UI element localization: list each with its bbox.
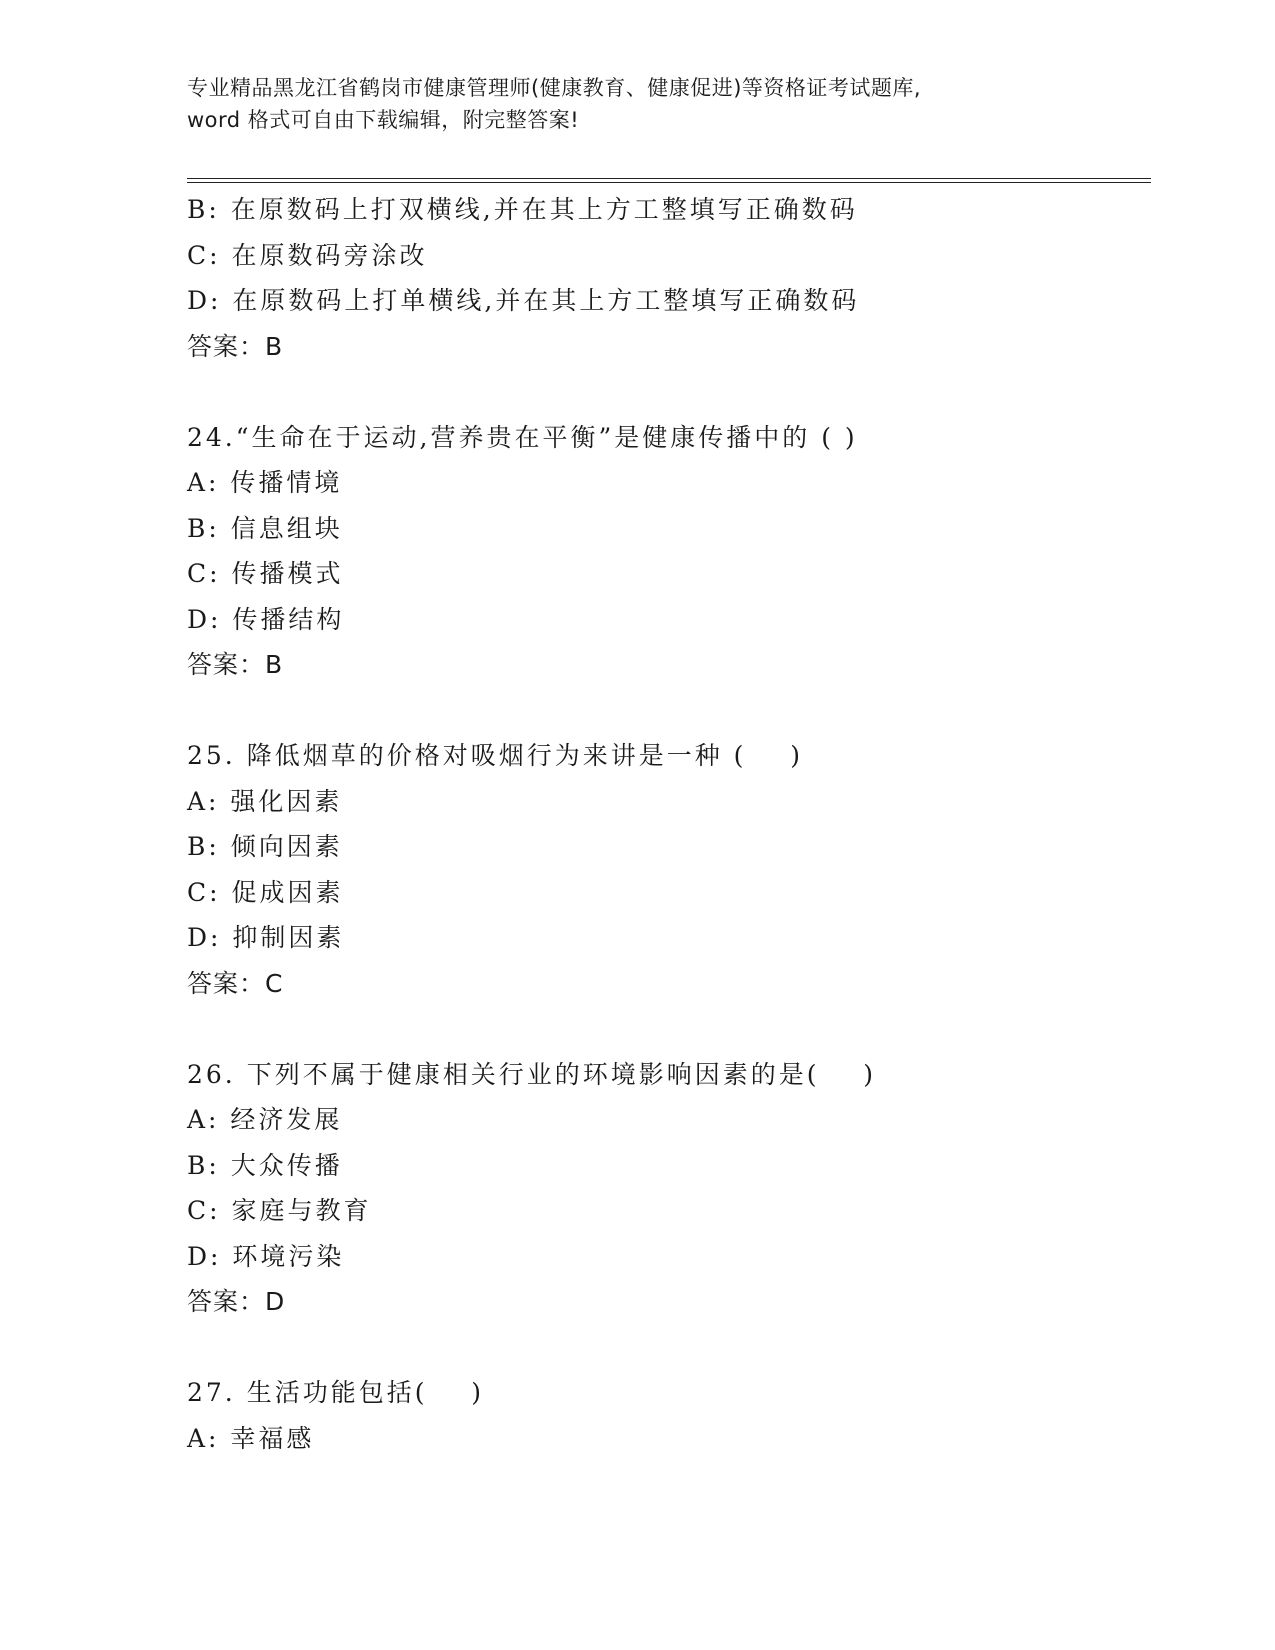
question-list	[187, 187, 1147, 1461]
option-d: D: 在原数码上打单横线,并在其上方工整填写正确数码	[187, 286, 860, 315]
answer: 答案：C	[187, 968, 284, 998]
option-a: A: 传播情境	[187, 468, 343, 497]
option-d: D: 环境污染	[187, 1241, 345, 1271]
option-a: A: 强化因素	[187, 786, 343, 816]
question-stem: 24.“生命在于运动,营养贵在平衡”是健康传播中的 ( )	[187, 422, 858, 452]
answer: 答案：B	[187, 650, 284, 679]
option-b: B: 大众传播	[187, 1150, 343, 1180]
option-d: D: 传播结构	[187, 604, 345, 634]
header-line-1: 专业精品黑龙江省鹤岗市健康管理师(健康教育、健康促进)等资格证考试题库,	[187, 76, 922, 100]
answer: 答案：D	[187, 1287, 286, 1316]
question-23-partial	[187, 187, 1147, 369]
option-a: A: 经济发展	[187, 1105, 343, 1134]
question-24	[187, 415, 1147, 688]
option-c: C: 在原数码旁涂改	[187, 240, 428, 270]
answer: 答案：B	[187, 331, 284, 361]
question-27	[187, 1370, 1147, 1461]
option-d: D: 抑制因素	[187, 923, 345, 952]
option-b: B: 信息组块	[187, 513, 343, 543]
option-c: C: 传播模式	[187, 559, 344, 588]
header-divider-top	[187, 178, 1151, 179]
header-divider-bottom	[187, 182, 1151, 183]
question-26	[187, 1052, 1147, 1325]
option-c: C: 家庭与教育	[187, 1196, 372, 1225]
header-line-2: word 格式可自由下载编辑，附完整答案!	[187, 108, 580, 132]
option-b: B: 倾向因素	[187, 832, 343, 861]
option-c: C: 促成因素	[187, 877, 344, 907]
document-header	[187, 72, 1087, 136]
question-stem: 25. 降低烟草的价格对吸烟行为来讲是一种 ( )	[187, 741, 803, 770]
option-b: B: 在原数码上打双横线,并在其上方工整填写正确数码	[187, 195, 858, 224]
question-25	[187, 733, 1147, 1006]
option-a: A: 幸福感	[187, 1423, 315, 1453]
question-stem: 26. 下列不属于健康相关行业的环境影响因素的是( )	[187, 1059, 877, 1089]
question-stem: 27. 生活功能包括( )	[187, 1378, 484, 1407]
